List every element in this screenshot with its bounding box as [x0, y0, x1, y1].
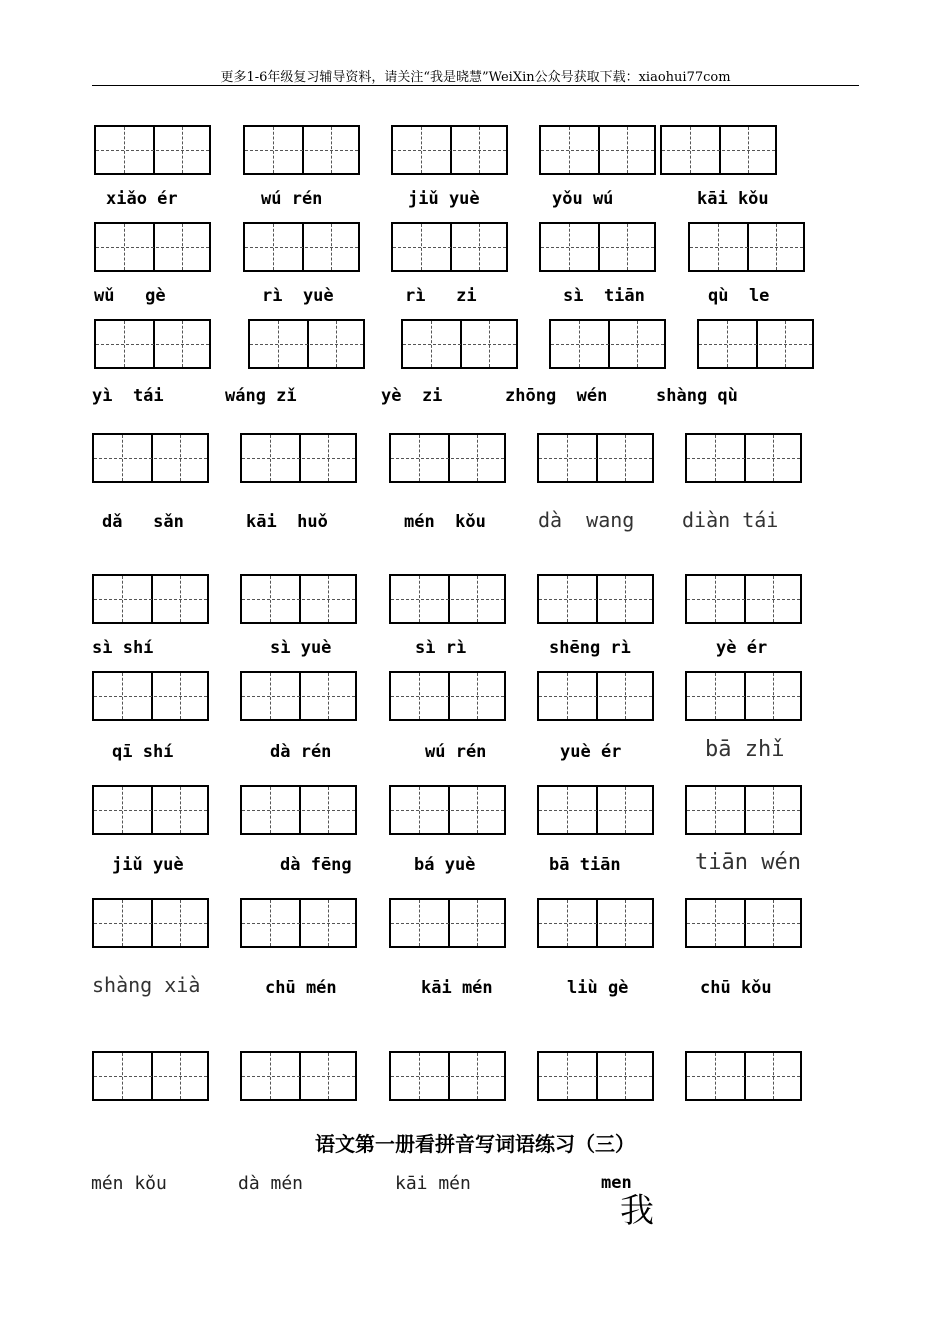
pinyin-label: wú rén [425, 742, 487, 762]
writing-box [685, 785, 802, 835]
bottom-pinyin: mén kǒu [91, 1173, 167, 1194]
pinyin-label: wǔ gè [94, 286, 166, 306]
pinyin-label: kāi mén [421, 978, 493, 998]
pinyin-label: tiān wén [695, 850, 801, 875]
pinyin-label: yǒu wú [552, 189, 614, 209]
writing-box [685, 898, 802, 948]
writing-box [549, 319, 666, 369]
writing-box [240, 433, 357, 483]
pinyin-label: bā tiān [549, 855, 621, 875]
pinyin-label: chū mén [265, 978, 337, 998]
pinyin-label: dà fēng [280, 855, 352, 875]
writing-box [240, 574, 357, 624]
writing-box [389, 785, 506, 835]
pinyin-label: xiǎo ér [106, 189, 178, 209]
writing-box [94, 125, 211, 175]
pinyin-label: chū kǒu [700, 978, 772, 998]
writing-box [389, 574, 506, 624]
pinyin-label: zhōng wén [505, 386, 608, 406]
writing-box [539, 222, 656, 272]
pinyin-label: dà wang [538, 508, 635, 532]
writing-box [537, 671, 654, 721]
pinyin-label: yì tái [92, 386, 164, 406]
writing-box [389, 433, 506, 483]
bottom-character: 我 [620, 1191, 654, 1231]
pinyin-label: sì rì [415, 638, 467, 658]
writing-box [697, 319, 814, 369]
writing-box [688, 222, 805, 272]
pinyin-label: kāi huǒ [246, 512, 328, 532]
writing-box [391, 222, 508, 272]
pinyin-label: yuè ér [560, 742, 622, 762]
writing-box [539, 125, 656, 175]
writing-box [248, 319, 365, 369]
writing-box [685, 1051, 802, 1101]
writing-box [685, 671, 802, 721]
bottom-pinyin: dà mén [238, 1173, 304, 1194]
writing-box [389, 671, 506, 721]
writing-box [92, 898, 209, 948]
writing-box [401, 319, 518, 369]
pinyin-label: qù le [708, 286, 770, 306]
pinyin-label: sì tiān [563, 286, 645, 306]
section-title: 语文第一册看拼音写词语练习（三） [315, 1132, 635, 1156]
writing-box [240, 785, 357, 835]
pinyin-label: jiǔ yuè [408, 189, 480, 209]
pinyin-label: dà rén [270, 742, 332, 762]
writing-box [685, 574, 802, 624]
writing-box [537, 574, 654, 624]
writing-box [92, 671, 209, 721]
pinyin-label: bá yuè [414, 855, 476, 875]
writing-box [660, 125, 777, 175]
writing-box [92, 1051, 209, 1101]
pinyin-label: bā zhǐ [705, 737, 785, 762]
pinyin-label: rì yuè [262, 286, 334, 306]
pinyin-label: mén kǒu [404, 512, 486, 532]
writing-box [243, 222, 360, 272]
pinyin-label: shàng xià [92, 973, 201, 997]
pinyin-label: shēng rì [549, 638, 631, 658]
writing-box [537, 898, 654, 948]
header-divider [92, 85, 859, 86]
writing-box [391, 125, 508, 175]
pinyin-label: kāi kǒu [697, 189, 769, 209]
pinyin-label: qī shí [112, 742, 174, 762]
writing-box [537, 433, 654, 483]
pinyin-label: shàng qù [656, 386, 738, 406]
pinyin-label: liù gè [567, 978, 629, 998]
writing-box [537, 1051, 654, 1101]
writing-box [240, 671, 357, 721]
writing-box [92, 574, 209, 624]
writing-box [537, 785, 654, 835]
pinyin-label: diàn tái [682, 508, 779, 532]
writing-box [389, 898, 506, 948]
writing-box [94, 319, 211, 369]
bottom-pinyin: kāi mén [395, 1173, 471, 1194]
pinyin-label: sì yuè [270, 638, 332, 658]
pinyin-label: dǎ sǎn [102, 512, 184, 532]
writing-box [389, 1051, 506, 1101]
pinyin-label: wú rén [261, 189, 323, 209]
pinyin-label: sì shí [92, 638, 154, 658]
header-note: 更多1-6年级复习辅导资料，请关注“我是晓慧”WeiXin公众号获取下载：xiaohui77com [220, 70, 731, 85]
writing-box [240, 898, 357, 948]
writing-box [243, 125, 360, 175]
writing-box [685, 433, 802, 483]
pinyin-label: yè ér [716, 638, 768, 658]
writing-box [92, 785, 209, 835]
writing-box [240, 1051, 357, 1101]
pinyin-label: wáng zǐ [225, 386, 297, 406]
pinyin-label: jiǔ yuè [112, 855, 184, 875]
writing-box [92, 433, 209, 483]
bottom-pinyin: men [601, 1173, 632, 1193]
pinyin-label: rì zi [405, 286, 477, 306]
pinyin-label: yè zi [381, 386, 443, 406]
writing-box [94, 222, 211, 272]
